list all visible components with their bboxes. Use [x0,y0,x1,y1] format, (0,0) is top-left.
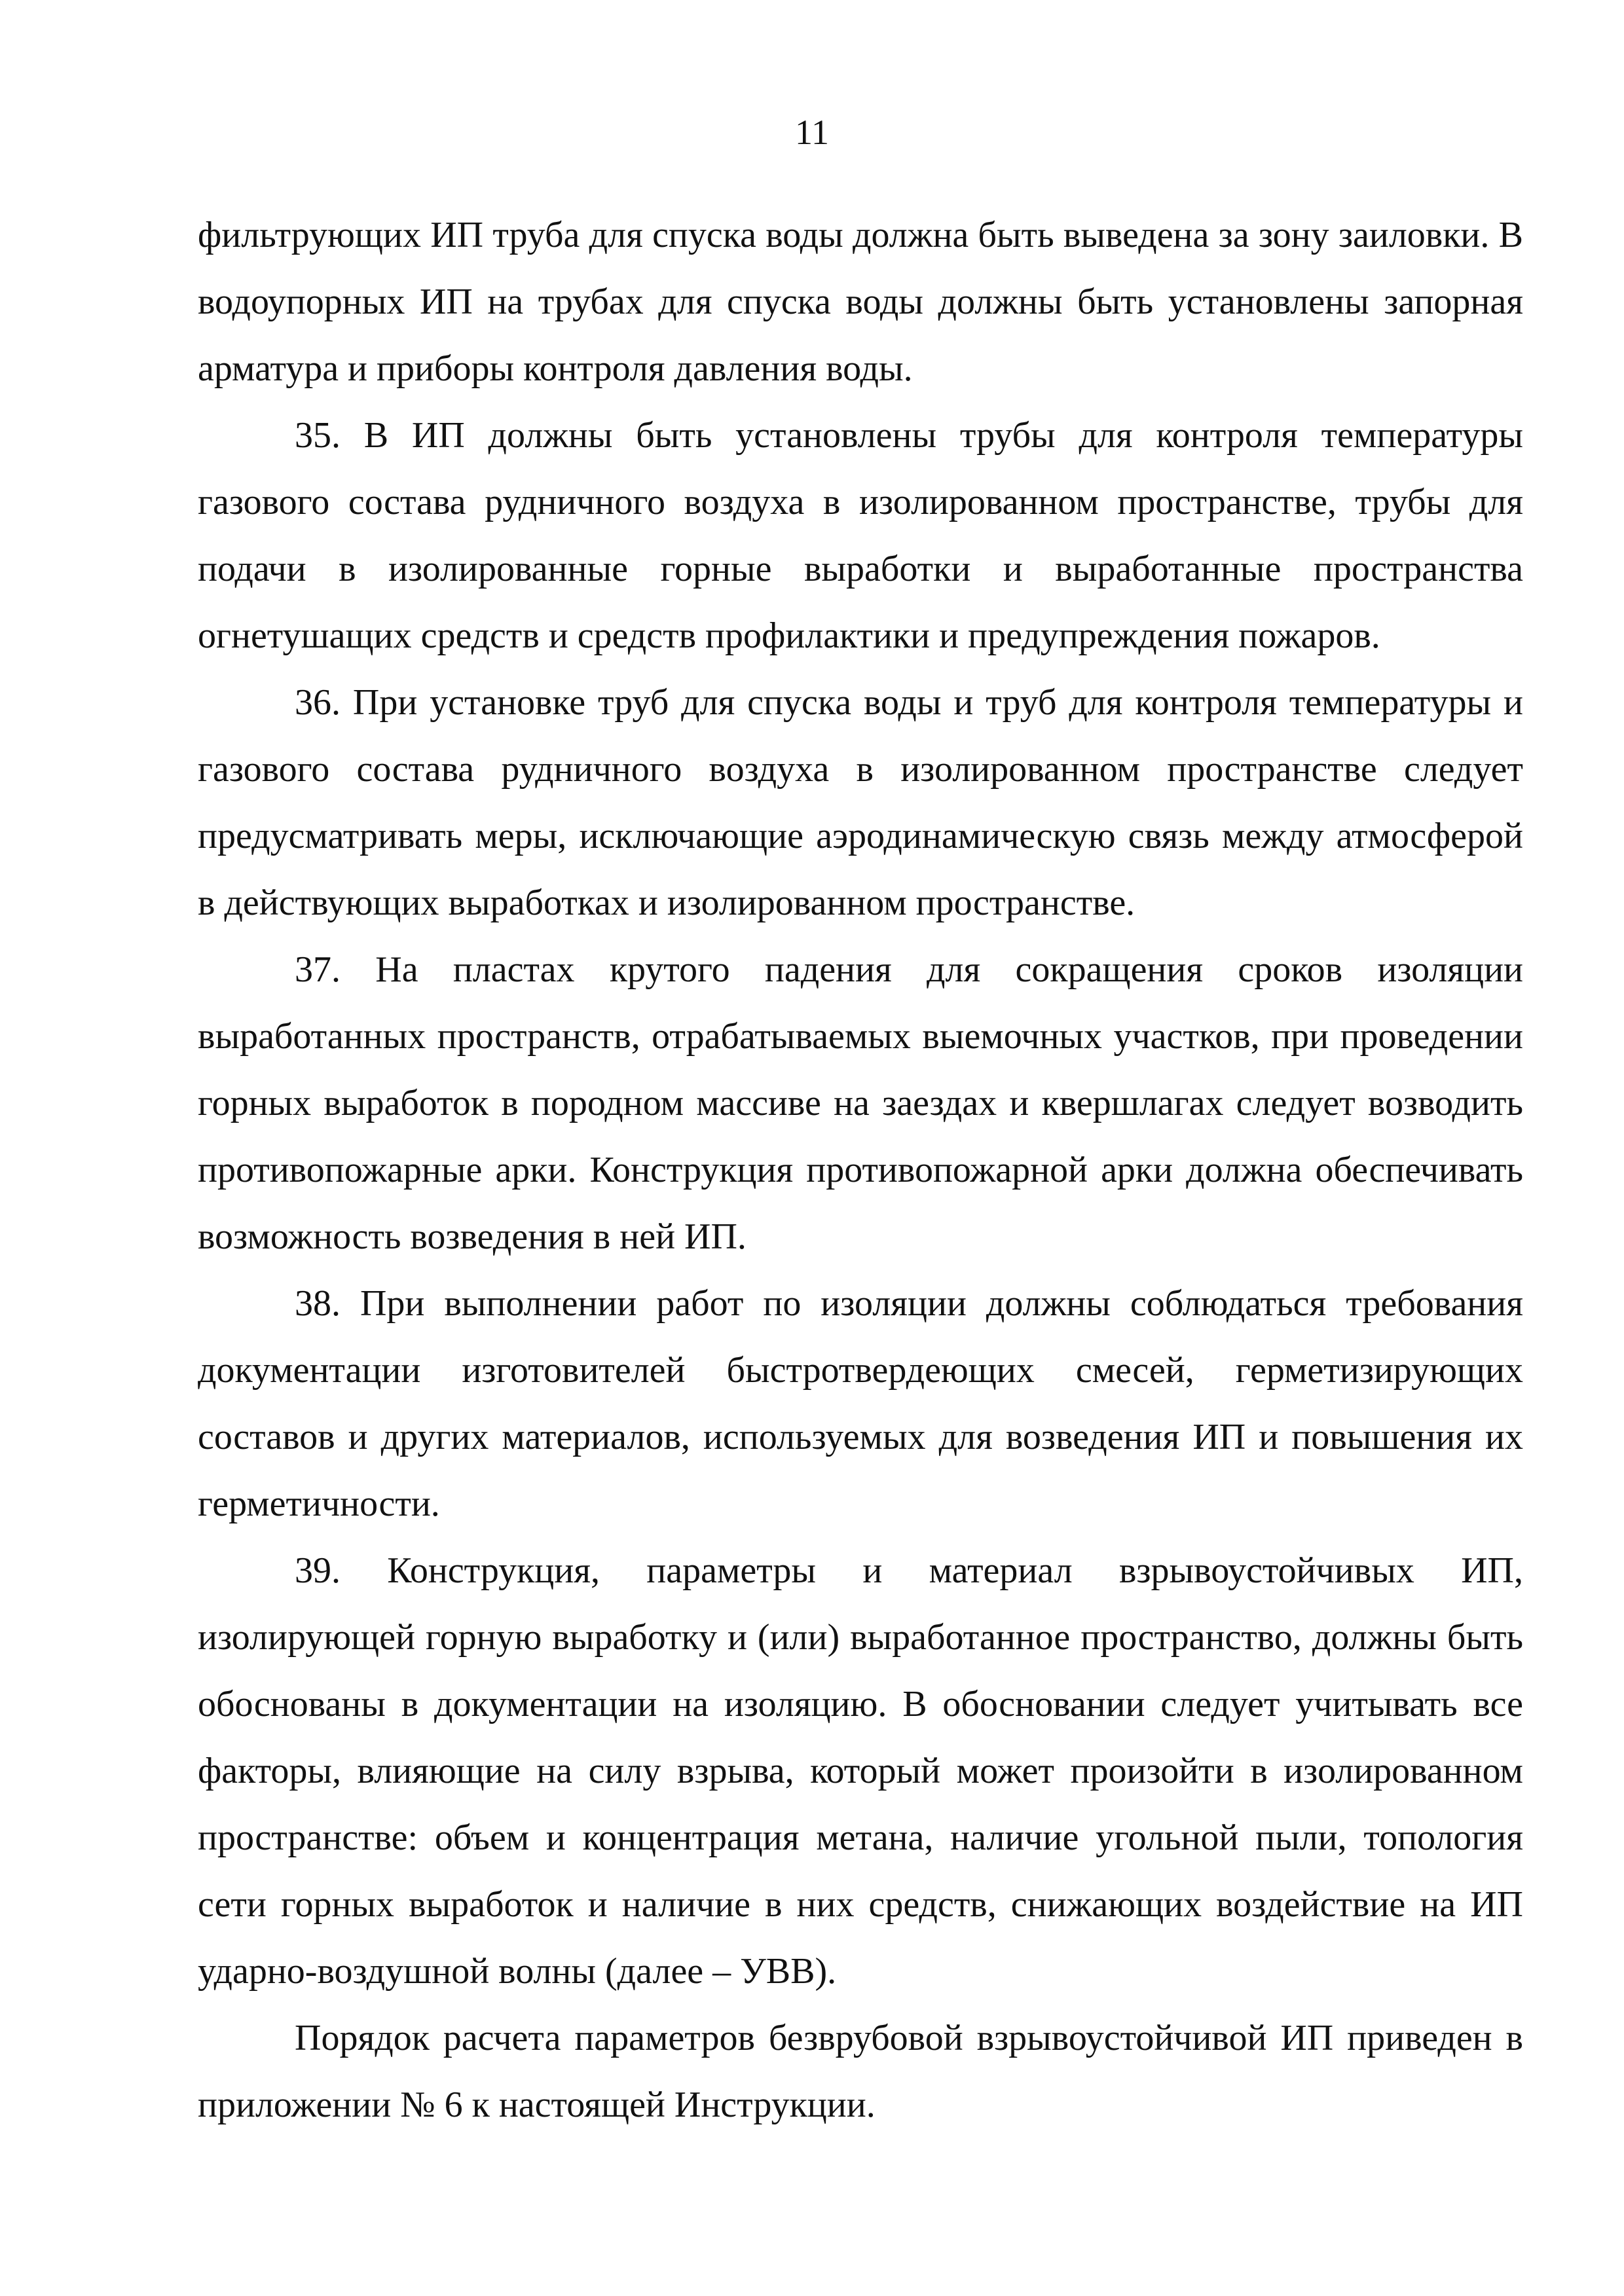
paragraph-36: 36. При установке труб для спуска воды и труб для контроля температуры и газового состава рудничного воздуха в изолированном пространстве следует предусматривать меры, исключающие аэродинамическую связь между атмосферой в действующих выработках и изолированном пространстве. [198,682,1523,923]
paragraph-37: 37. На пластах крутого падения для сокращения сроков изоляции выработанных пространств, отрабатываемых выемочных участков, при проведении горных выработок в породном массиве на заездах и квершлагах следует возводить противопожарные арки. Конструкция противопожарной арки должна обеспечивать возможность возведения в ней ИП. [198,949,1523,1257]
paragraph-39: 39. Конструкция, параметры и материал взрывоустойчивых ИП, изолирующей горную выработку и (или) выработанное пространство, должны быть обоснованы в документации на изоляцию. В обосновании следует учитывать все факторы, влияющие на силу взрыва, который может произойти в изолированном пространстве: объем и концентрация метана, наличие угольной пыли, топология сети горных выработок и наличие в них средств, снижающих воздействие на ИП ударно-воздушной волны (далее – УВВ). [198,1550,1523,1992]
paragraph-calculation-order: Порядок расчета параметров безврубовой взрывоустойчивой ИП приведен в приложении № 6 к настоящей Инструкции. [198,2018,1523,2125]
paragraph-35: 35. В ИП должны быть установлены трубы для контроля температуры газового состава рудничного воздуха в изолированном пространстве, трубы для подачи в изолированные горные выработки и выработанные пространства огнетушащих средств и средств профилактики и предупреждения пожаров. [198,415,1523,656]
page-number: 11 [795,113,829,152]
paragraph-38: 38. При выполнении работ по изоляции должны соблюдаться требования документации изготовителей быстротвердеющих смесей, герметизирующих составов и других материалов, используемых для возведения ИП и повышения их герметичности. [198,1283,1523,1524]
paragraph-continuation: фильтрующих ИП труба для спуска воды должна быть выведена за зону заиловки. В водоупорных ИП на трубах для спуска воды должны быть установлены запорная арматура и приборы контроля давления воды. [198,215,1523,389]
document-body [198,202,1523,2138]
